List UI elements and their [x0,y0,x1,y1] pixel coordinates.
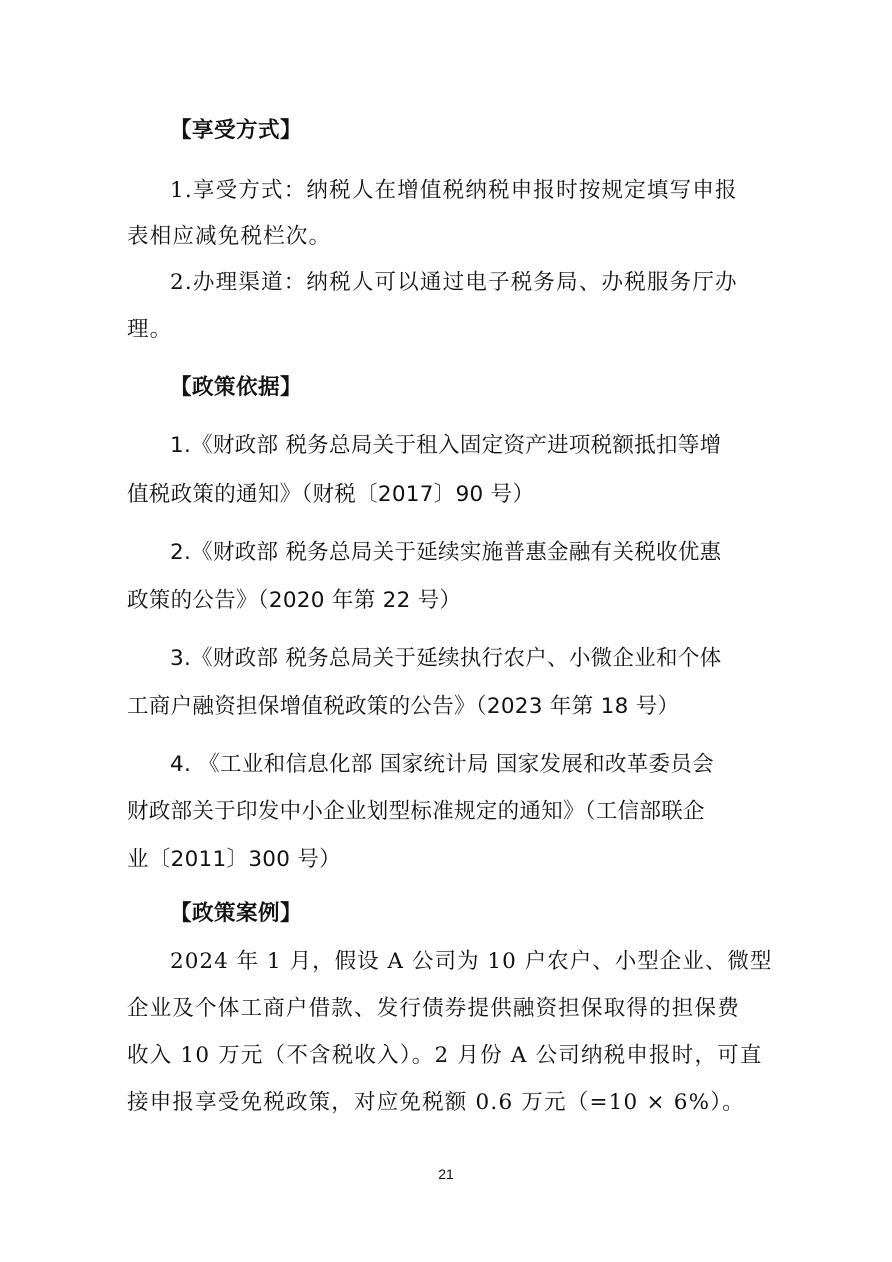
paragraph-line: 表相应减免税栏次。 [127,224,332,249]
paragraph-line: 值税政策的通知》（财税〔2017〕90 号） [127,482,535,507]
paragraph-line: 2.《财政部 税务总局关于延续实施普惠金融有关税收优惠 [170,540,722,565]
heading-enjoy-method: 【享受方式】 [170,118,303,143]
paragraph-line: 政策的公告》（2020 年第 22 号） [127,588,462,613]
paragraph-line: 财政部关于印发中小企业划型标准规定的通知》（工信部联企 [127,799,705,824]
paragraph-line: 业〔2011〕300 号） [127,847,341,872]
heading-policy-case: 【政策案例】 [170,901,303,926]
paragraph-line: 2.办理渠道：纳税人可以通过电子税务局、办税服务厅办 [170,270,738,295]
paragraph-line: 接申报享受免税政策，对应免税额 0.6 万元（=10 × 6%）。 [127,1090,745,1115]
page-number: 21 [438,1166,454,1182]
paragraph-line: 1.享受方式：纳税人在增值税纳税申报时按规定填写申报 [170,178,738,203]
paragraph-line: 4. 《工业和信息化部 国家统计局 国家发展和改革委员会 [170,752,714,777]
paragraph-line: 2024 年 1 月，假设 A 公司为 10 户农户、小型企业、微型 [170,949,773,974]
paragraph-line: 1.《财政部 税务总局关于租入固定资产进项税额抵扣等增 [170,433,722,458]
paragraph-line: 企业及个体工商户借款、发行债券提供融资担保取得的担保费 [127,996,740,1021]
paragraph-line: 收入 10 万元（不含税收入）。2 月份 A 公司纳税申报时，可直 [127,1043,763,1068]
paragraph-line: 理。 [127,317,173,342]
paragraph-line: 工商户融资担保增值税政策的公告》（2023 年第 18 号） [127,694,680,719]
heading-policy-basis: 【政策依据】 [170,375,303,400]
paragraph-line: 3.《财政部 税务总局关于延续执行农户、小微企业和个体 [170,646,722,671]
